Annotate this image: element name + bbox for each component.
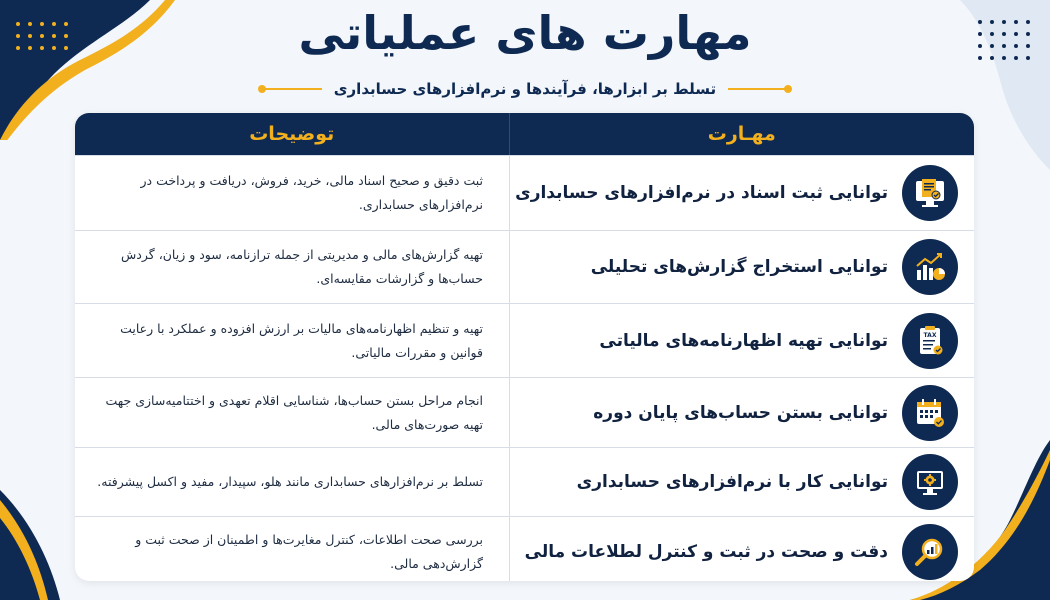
monitor-gear-icon [902,454,958,510]
chart-growth-icon [902,239,958,295]
skill-name: توانایی کار با نرم‌افزارهای حسابداری [576,472,888,492]
skill-cell [509,378,974,447]
header-description: توضیحات [249,123,335,145]
table-header [75,113,974,155]
tax-form-icon [902,313,958,369]
subtitle-divider-right [728,88,788,90]
document-check-icon [902,165,958,221]
table-row [75,303,974,377]
skill-cell [509,304,974,377]
skills-table [75,113,974,581]
skill-cell [509,517,974,581]
description-cell: انجام مراحل بستن حساب‌ها، شناسایی اقلام تعهدی و اختتامیه‌سازی جهت تهیه صورت‌های مالی. [105,392,483,432]
magnifier-chart-icon [902,524,958,580]
tax-label: TAX [923,331,937,339]
page-title: مهارت های عملیاتی [298,6,752,60]
table-row [75,155,974,230]
description-cell: تهیه و تنظیم اظهارنامه‌های مالیات بر ارزش افزوده و عملکرد با رعایت قوانین و مقررات مالیاتی. [120,320,483,360]
table-row [75,230,974,303]
table-row [75,377,974,447]
skill-cell [509,448,974,516]
skill-name: توانایی ثبت اسناد در نرم‌افزارهای حسابداری [515,183,888,203]
description-cell: تسلط بر نرم‌افزارهای حسابداری مانند هلو، سپیدار، مفید و اکسل پیشرفته. [97,474,483,489]
description-cell: تهیه گزارش‌های مالی و مدیریتی از جمله ترازنامه، سود و زیان، گردش حساب‌ها و گزارشات مقایسه‌ای. [121,247,483,286]
skill-name: توانایی تهیه اظهارنامه‌های مالیاتی [599,330,888,351]
skill-cell [509,156,974,230]
skill-name: توانایی استخراج گزارش‌های تحلیلی [590,257,888,277]
skill-name: دقت و صحت در ثبت و کنترل لطلاعات مالی [524,542,888,562]
subtitle-bar [0,76,1050,102]
skill-name: توانایی بستن حساب‌های پایان دوره [593,402,888,423]
page-subtitle: تسلط بر ابزارها، فرآیندها و نرم‌افزارهای حسابداری [333,80,717,98]
table-row [75,516,974,581]
description-cell: ثبت دقیق و صحیح اسناد مالی، خرید، فروش، دریافت و پرداخت در نرم‌افزارهای حسابداری. [140,173,483,212]
table-row [75,447,974,516]
skill-cell [509,231,974,303]
header-skill: مهـارت [509,113,974,155]
description-cell: بررسی صحت اطلاعات، کنترل مغایرت‌ها و اطمینان از صحت ثبت و گزارش‌دهی مالی. [135,532,483,571]
subtitle-divider-left [262,88,322,90]
calendar-check-icon [902,385,958,441]
